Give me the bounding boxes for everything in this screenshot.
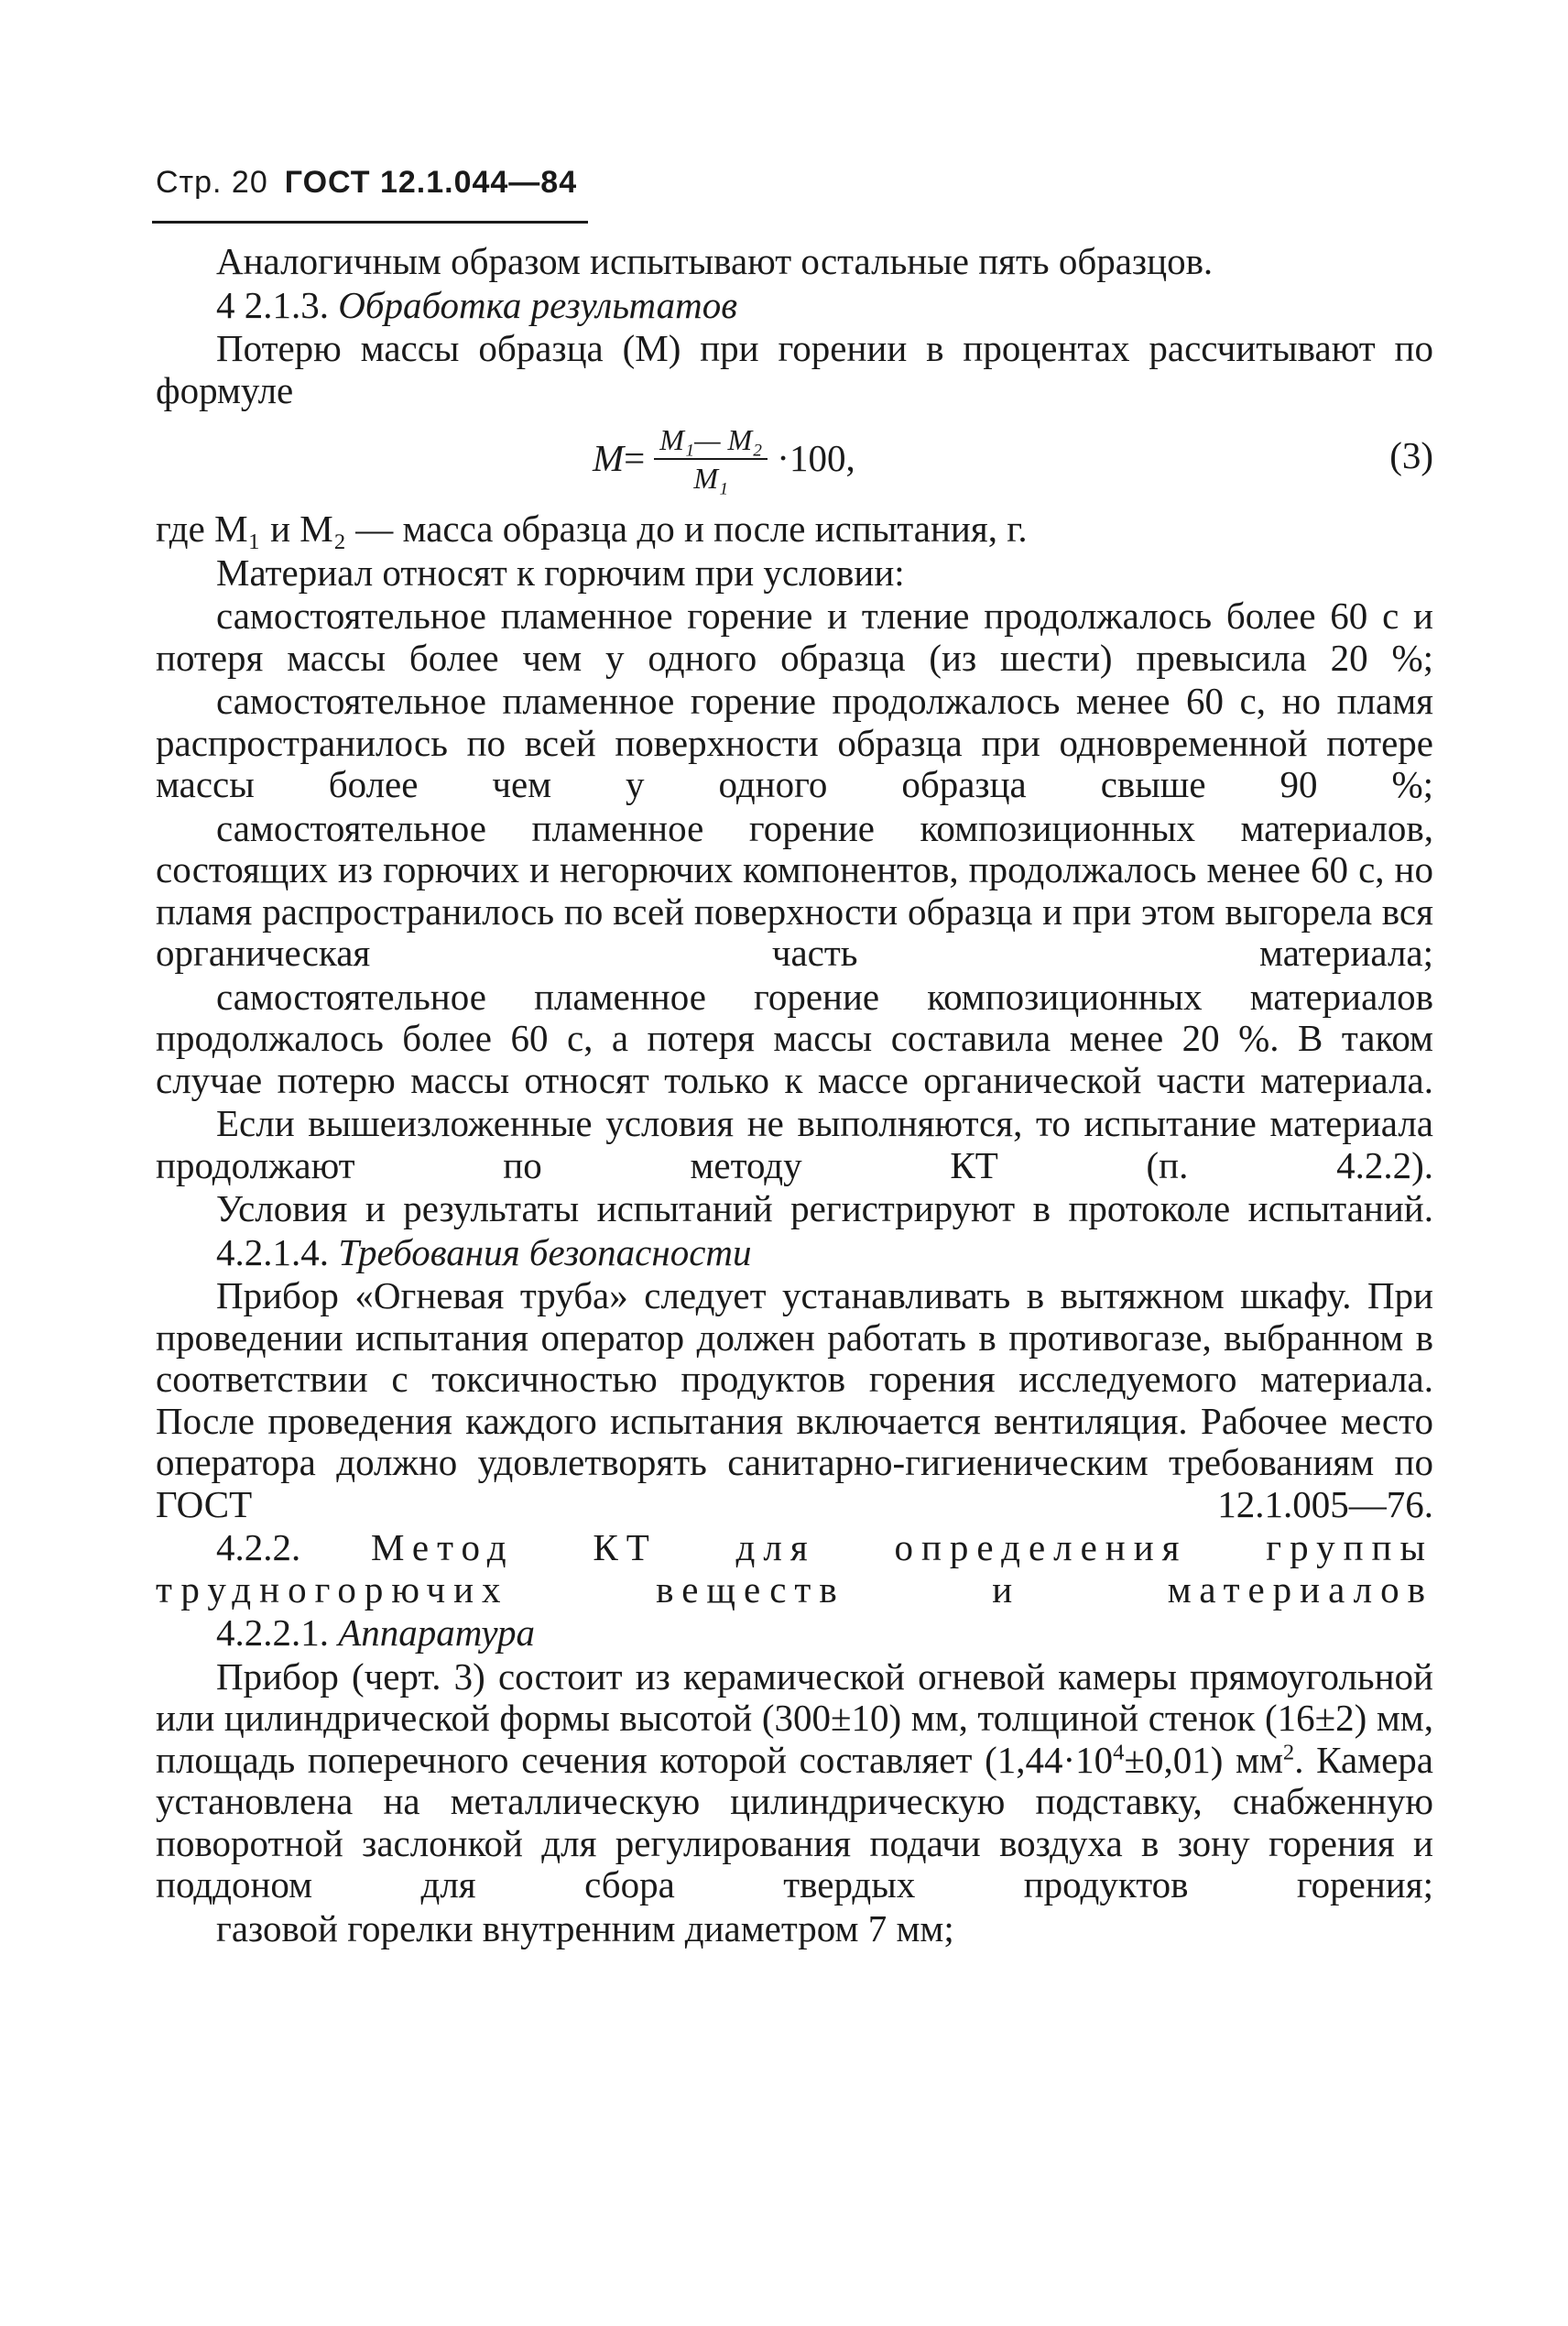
text-run: ±0,01) мм bbox=[1124, 1738, 1283, 1781]
formula bbox=[156, 413, 1433, 505]
formula-tail: ·100, bbox=[777, 437, 855, 480]
body-text bbox=[156, 241, 1433, 1949]
superscript: 4 bbox=[1113, 1739, 1125, 1764]
paragraph bbox=[156, 1656, 1433, 1906]
paragraph: газовой горелки внутренним диаметром 7 мм; bbox=[216, 1906, 954, 1949]
header-rule bbox=[152, 221, 588, 224]
page-header bbox=[156, 165, 577, 201]
text-run: . Камера установлена на металлическую цилиндрическую подставку, снабженную поворотной заслонкой для регулирования подачи воздуха в зону горения и поддоном для сбора твердых продуктов горения; bbox=[156, 1738, 1433, 1906]
formula-equals: = bbox=[624, 437, 646, 480]
paragraph: Условия и результаты испытаний регистрируют в протоколе испытаний. bbox=[216, 1187, 1433, 1229]
section-heading bbox=[156, 1232, 1433, 1274]
paragraph: самостоятельное пламенное горение и тление продолжалось более 60 с и потеря массы более чем у одного образца (из шести) превысила 20 %; bbox=[156, 595, 1433, 679]
section-title: Аппаратура bbox=[338, 1611, 536, 1654]
standard-number: ГОСТ 12.1.044—84 bbox=[284, 165, 578, 200]
paragraph: Прибор «Огневая труба» следует устанавливать в вытяжном шкафу. При проведении испытания оператор должен работать в противогазе, выбранном в соответствии с токсичностью продуктов горения исследуемого материала. После проведения каждого испытания включается вентиляция. Рабочее место оператора должно удовлетворять санитарно-гигиеническим требованиям по ГОСТ 12.1.005—76. bbox=[156, 1274, 1433, 1525]
paragraph: самостоятельное пламенное горение композиционных материалов, состоящих из горючих и негорючих компонентов, продолжалось менее 60 с, но пламя распространилось по всей поверхности образца и при этом выгорела вся органическая часть материала; bbox=[156, 806, 1433, 974]
superscript: 2 bbox=[1282, 1739, 1295, 1764]
section-number: 4.2.2.1. bbox=[216, 1611, 329, 1654]
section-title: Требования безопасности bbox=[338, 1230, 752, 1273]
formula-numerator: M₁— M₂ bbox=[654, 421, 768, 460]
section-heading bbox=[156, 1612, 1433, 1654]
section-heading bbox=[156, 1527, 1433, 1611]
paragraph: Потерю массы образца (М) при горении в процентах рассчитывают по формуле bbox=[156, 327, 1433, 411]
section-number: 4.2.1.4. bbox=[216, 1230, 329, 1273]
paragraph: самостоятельное пламенное горение продолжалось менее 60 с, но пламя распространилось по всей поверхности образца при одновременной потере массы более чем у одного образца свыше 90 %; bbox=[156, 680, 1433, 805]
formula-denominator: M₁ bbox=[693, 462, 729, 495]
formula-number: (3) bbox=[1389, 434, 1433, 476]
section-number: 4.2.2. bbox=[216, 1526, 301, 1568]
text-run: Прибор (черт. 3) состоит из керамической огневой камеры прямоугольной или цилиндрической формы высотой (300±10) мм, толщиной стенок (16±2) мм, площадь поперечного сечения которой составляет (1,44·10 bbox=[156, 1654, 1433, 1781]
formula-fraction bbox=[654, 421, 768, 497]
section-heading bbox=[156, 285, 1433, 327]
section-number: 4 2.1.3. bbox=[216, 283, 329, 326]
formula-lhs: M bbox=[593, 437, 625, 480]
formula-expression bbox=[593, 417, 855, 501]
page-number-label: Стр. 20 bbox=[156, 165, 268, 200]
paragraph: Если вышеизложенные условия не выполняются, то испытание материала продолжают по методу КТ (п. 4.2.2). bbox=[156, 1102, 1433, 1186]
paragraph: самостоятельное пламенное горение композиционных материалов продолжалось более 60 с, а потеря массы составила менее 20 %. В таком случае потерю массы относят только к массе органической части материала. bbox=[156, 975, 1433, 1101]
paragraph: Аналогичным образом испытывают остальные пять образцов. bbox=[216, 240, 1214, 282]
paragraph: Материал относят к горючим при условии: bbox=[216, 551, 905, 594]
section-title: Обработка результатов bbox=[338, 283, 738, 326]
paragraph: где M₁ и M₂ — масса образца до и после испытания, г. bbox=[156, 508, 1028, 550]
section-title: Метод КТ для определения группы трудногорючих веществ и материалов bbox=[156, 1526, 1433, 1611]
